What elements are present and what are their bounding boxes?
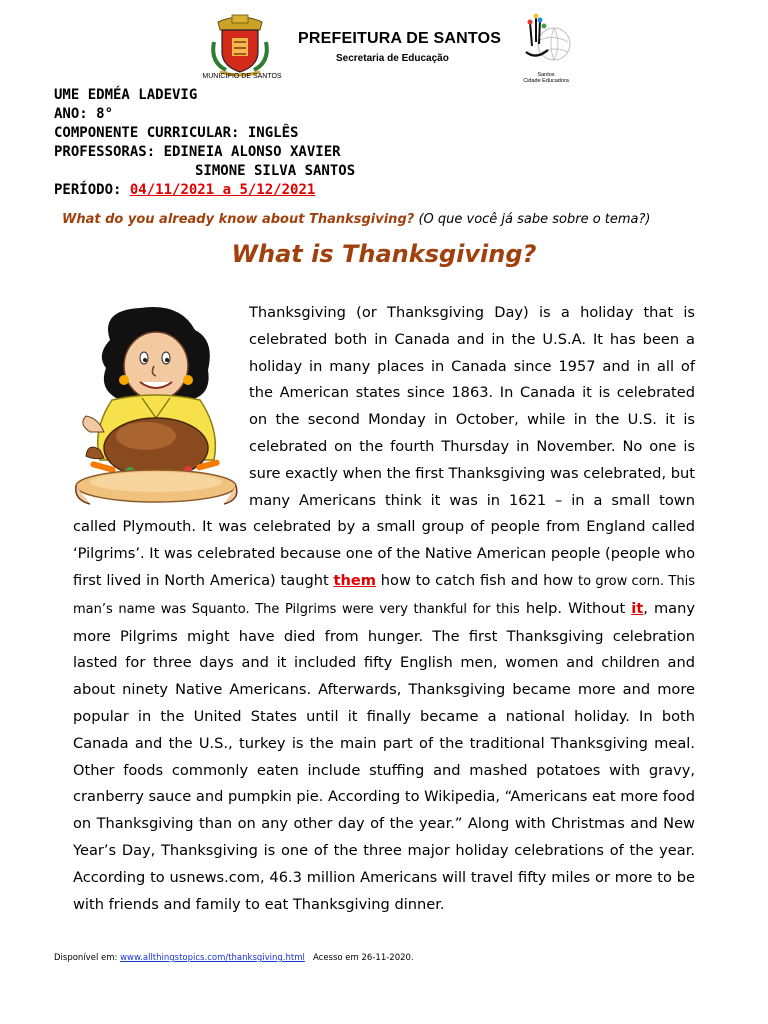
period-label: PERÍODO: — [54, 182, 122, 198]
cidade-caption — [514, 72, 578, 84]
article-text-1: Thanksgiving (or Thanksgiving Day) is a holiday that is celebrated both in Canada and in the U.S.A. It has been a holiday in many places in Canada since 1957 and in all of the American states since 1863. In Canada it is celebrated on the second Monday in October, while in the U.S. it is celebrated on the fourth Thursday in November. No one is sure exactly when the first Thanksgiving was celebrated, but many Americans think it was in 1621 – in a small town called Plymouth. It was celebrated by a small group of people from England called ‘Pilgrims’. It was celebrated because one of the Native American people (people who first lived in North America) taught — [73, 304, 695, 589]
teachers-line: PROFESSORAS: EDINEIA ALONSO XAVIER — [54, 144, 341, 160]
prefeitura-title: PREFEITURA DE SANTOS — [298, 30, 502, 47]
period-value: 04/11/2021 a 5/12/2021 — [129, 182, 316, 198]
cidade-caption-line-1: Santos — [537, 72, 555, 78]
warmup-question — [62, 212, 651, 227]
santos-crest-logo — [210, 12, 270, 78]
illustration-spacer — [73, 300, 249, 514]
cidade-caption-line-2: Cidade Educadora — [523, 78, 569, 84]
school-year: ANO: 8° — [54, 106, 114, 122]
crest-caption: MUNICÍPIO DE SANTOS — [202, 73, 282, 80]
article-text-3: to grow corn. This man’s name was Squanto. The Pilgrims were very thankful for this — [73, 573, 695, 617]
cidade-educadora-logo — [518, 12, 574, 74]
article-body — [73, 300, 695, 918]
school-name: UME EDMÉA LADEVIG — [54, 87, 198, 103]
article-title: What is Thanksgiving? — [231, 240, 537, 268]
period-line — [54, 181, 315, 200]
source-footer — [54, 953, 414, 963]
teachers-line-2: SIMONE SILVA SANTOS — [195, 163, 356, 179]
source-link[interactable]: www.allthingstopics.com/thanksgiving.html — [120, 953, 305, 963]
article-text-5: , many more Pilgrims might have died from hunger. The first Thanksgiving celebration lasted for three days and it included fifty English men, women and children and about ninety Native Americans. Afterwards, Thanksgiving became more and more popular in the United States until it finally became a national holiday. In both Canada and the U.S., turkey is the main part of the traditional Thanksgiving meal. Other foods commonly eaten include stuffing and mashed potatoes with gravy, cranberry sauce and pumpkin pie. According to Wikipedia, “Americans eat more food on Thanksgiving than on any other day of the year.” Along with Christmas and New Year’s Day, Thanksgiving is one of the three major holiday celebrations of the year. According to usnews.com, 46.3 million Americans will travel fifty miles or more to be with friends and family to eat Thanksgiving dinner. — [73, 599, 696, 913]
secretaria-subtitle: Secretaria de Educação — [336, 53, 449, 64]
question-portuguese: (O que você já sabe sobre o tema?) — [418, 212, 651, 227]
question-english: What do you already know about Thanksgiving? — [62, 212, 415, 227]
footer-access: Acesso em 26-11-2020. — [312, 953, 414, 963]
article-text-2: how to catch fish and how — [376, 571, 574, 589]
article-text-4: help. Without — [525, 599, 632, 617]
keyword-them: them — [333, 571, 376, 589]
curricular-component: COMPONENTE CURRICULAR: INGLÊS — [54, 125, 299, 141]
footer-prefix: Disponível em: — [54, 953, 118, 963]
keyword-it: it — [631, 599, 644, 617]
